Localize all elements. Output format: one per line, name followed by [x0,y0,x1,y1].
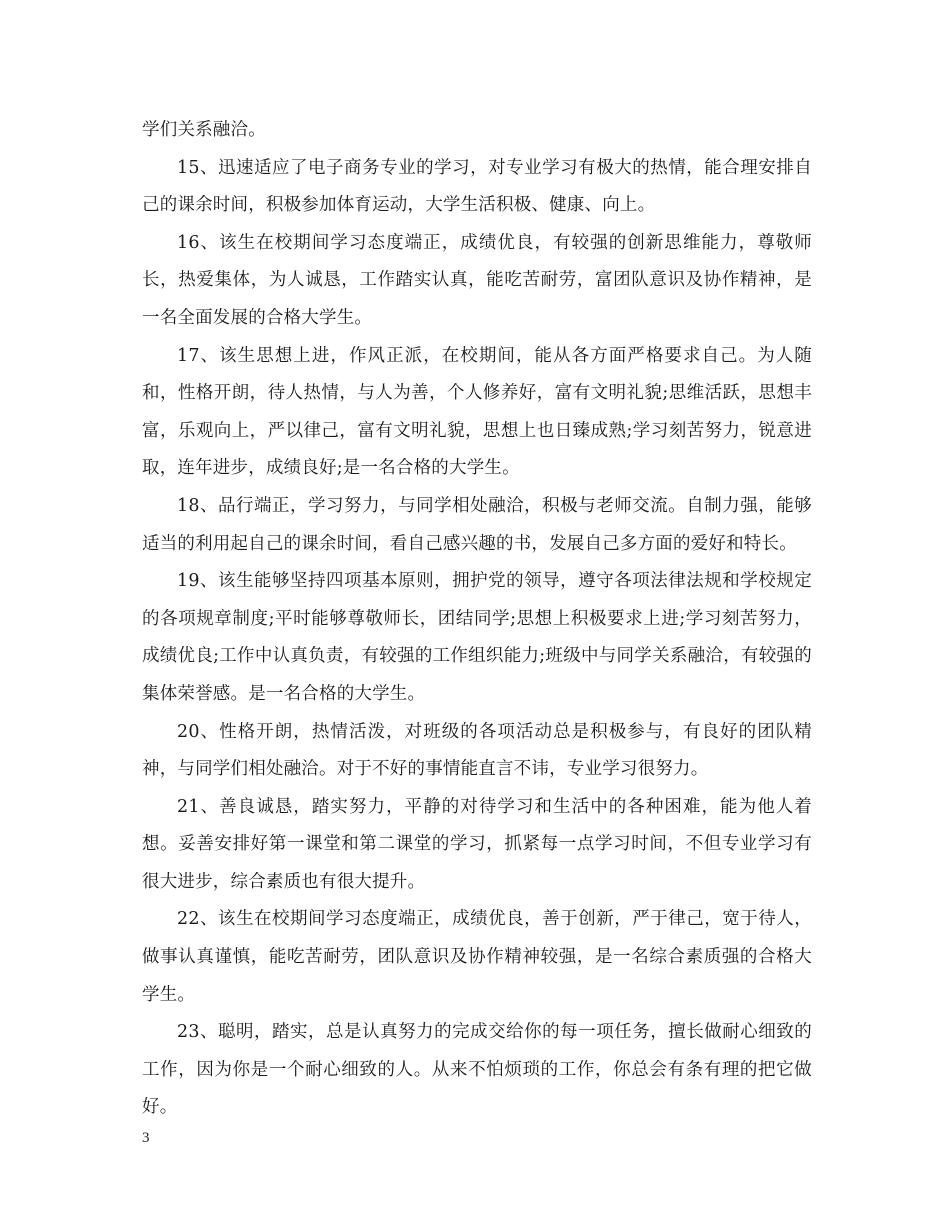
paragraph-continuation: 学们关系融洽。 [142,120,266,140]
paragraph-16: 16、该生在校期间学习态度端正，成绩优良，有较强的创新思维能力，尊敬师长，热爱集体，为人诚恳，工作踏实认真，能吃苦耐劳，富团队意识及协作精神，是一名全面发展的合格大学生。 [142,232,812,328]
paragraph-22: 22、该生在校期间学习态度端正，成绩优良，善于创新，严于律己，宽于待人，做事认真谨慎，能吃苦耐劳，团队意识及协作精神较强，是一名综合素质强的合格大学生。 [142,909,812,1005]
paragraph-18: 18、品行端正，学习努力，与同学相处融洽，积极与老师交流。自制力强，能够适当的利用起自己的课余时间，看自己感兴趣的书，发展自己多方面的爱好和特长。 [142,495,812,554]
paragraph-17: 17、该生思想上进，作风正派，在校期间，能从各方面严格要求自己。为人随和，性格开朗，待人热情，与人为善，个人修养好，富有文明礼貌;思维活跃，思想丰富，乐观向上，严以律己，富有文明礼貌，思想上也日臻成熟;学习刻苦努力，锐意进取，连年进步，成绩良好;是一名合格的大学生。 [142,345,812,479]
page-number: 3 [142,1130,150,1146]
document-body [142,112,812,1127]
paragraph-23: 23、聪明，踏实，总是认真努力的完成交给你的每一项任务，擅长做耐心细致的工作，因为你是一个耐心细致的人。从来不怕烦琐的工作，你总会有条有理的把它做好。 [142,1022,812,1118]
paragraph-19: 19、该生能够坚持四项基本原则，拥护党的领导，遵守各项法律法规和学校规定的各项规章制度;平时能够尊敬师长，团结同学;思想上积极要求上进;学习刻苦努力，成绩优良;工作中认真负责，有较强的工作组织能力;班级中与同学关系融洽，有较强的集体荣誉感。是一名合格的大学生。 [142,571,812,704]
paragraph-21: 21、善良诚恳，踏实努力，平静的对待学习和生活中的各种困难，能为他人着想。妥善安排好第一课堂和第二课堂的学习，抓紧每一点学习时间，不但专业学习有很大进步，综合素质也有很大提升。 [142,796,812,892]
paragraph-15: 15、迅速适应了电子商务专业的学习，对专业学习有极大的热情，能合理安排自己的课余时间，积极参加体育运动，大学生活积极、健康、向上。 [142,157,812,216]
paragraph-20: 20、性格开朗，热情活泼，对班级的各项活动总是积极参与，有良好的团队精神，与同学们相处融洽。对于不好的事情能直言不讳，专业学习很努力。 [142,721,812,780]
